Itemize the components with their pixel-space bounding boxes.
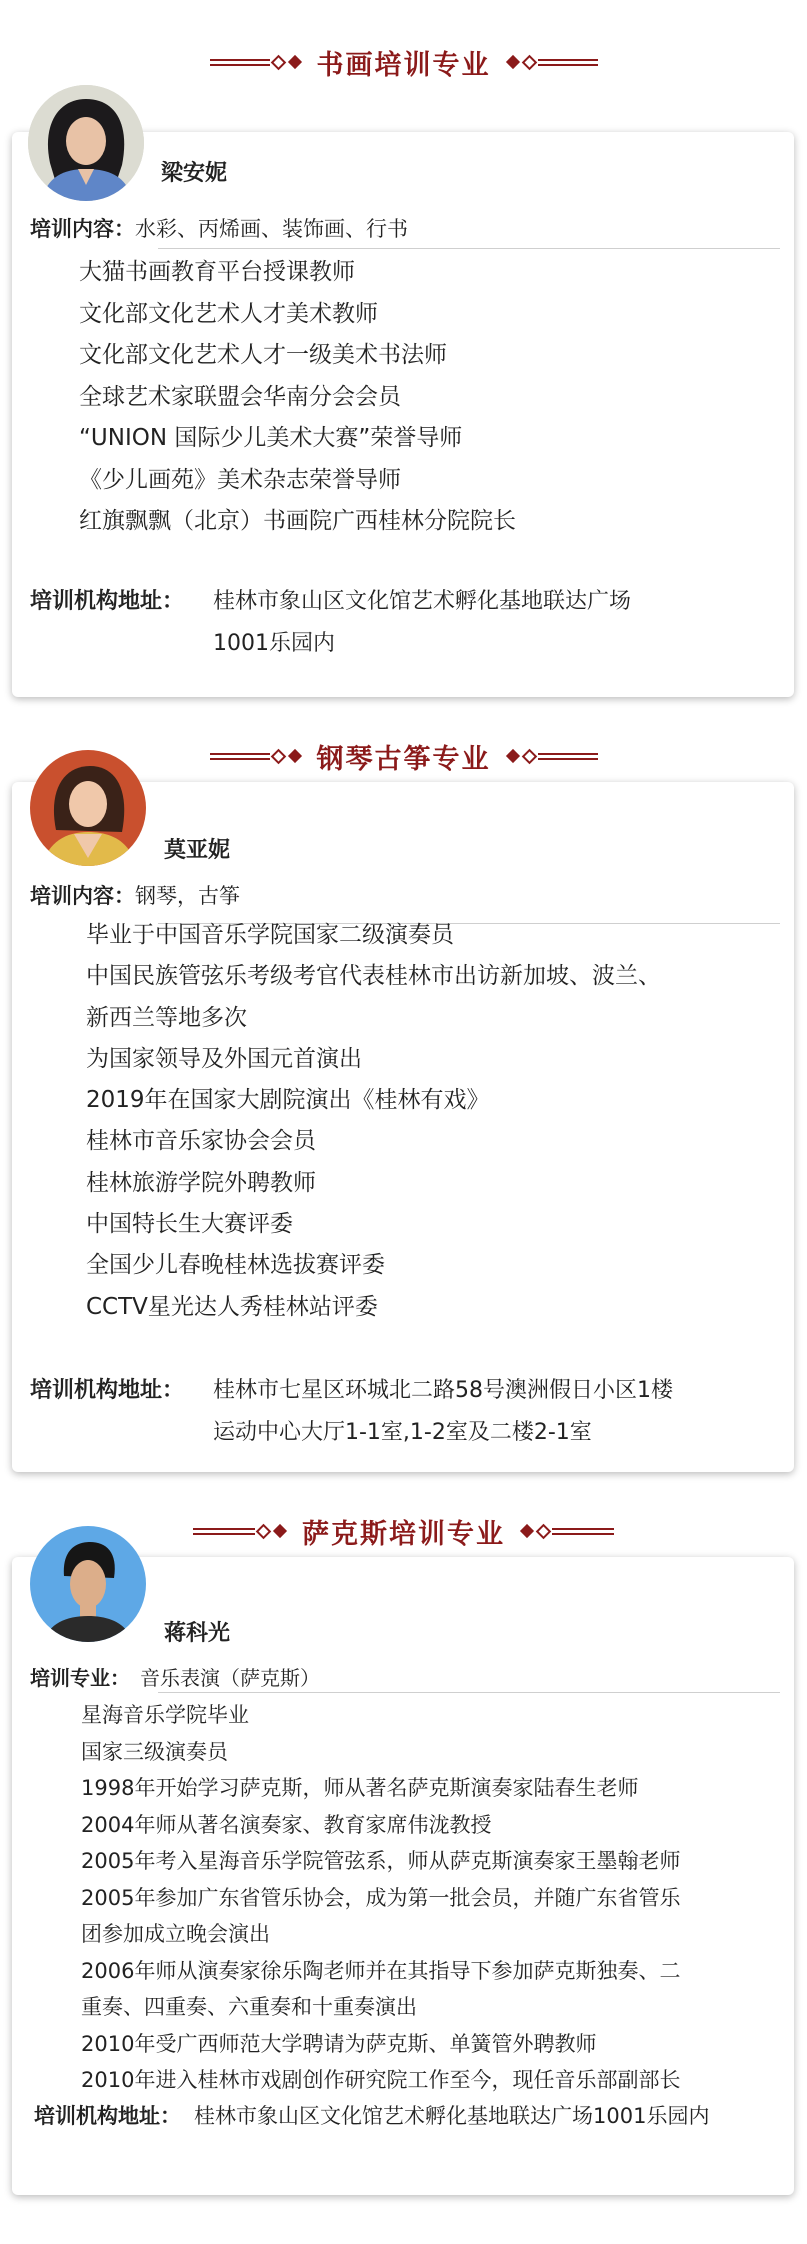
training-content <box>30 1662 320 1691</box>
list-item: 2004年师从著名演奏家、教育家席伟泷教授 <box>81 1812 492 1837</box>
avatar <box>28 85 144 201</box>
list-item: 中国民族管弦乐考级考官代表桂林市出访新加坡、波兰、 <box>86 963 661 990</box>
teacher-name: 蒋科光 <box>164 1621 231 1646</box>
avatar <box>30 750 146 866</box>
list-item: 桂林旅游学院外聘教师 <box>86 1169 316 1196</box>
training-content <box>30 213 408 243</box>
section-title: 书画培训专业 <box>316 49 491 81</box>
list-item: 1998年开始学习萨克斯，师从著名萨克斯演奏家陆春生老师 <box>81 1776 639 1800</box>
list-item: “UNION 国际少儿美术大赛”荣誉导师 <box>79 425 463 451</box>
list-item: 2005年考入星海音乐学院管弦系，师从萨克斯演奏家王墨翰老师 <box>81 1849 681 1873</box>
training-content-value: 水彩、丙烯画、装饰画、行书 <box>135 217 408 241</box>
header-ornament-right <box>505 57 598 68</box>
address-line: 桂林市象山区文化馆艺术孵化基地联达广场1001乐园内 <box>194 2104 710 2128</box>
list-item: 团参加成立晚会演出 <box>81 1922 270 1946</box>
list-item: CCTV星光达人秀桂林站评委 <box>86 1293 378 1320</box>
list-item: 毕业于中国音乐学院国家二级演奏员 <box>86 922 454 948</box>
institution-address <box>30 1373 790 1457</box>
divider <box>158 1692 780 1693</box>
list-item: 《少儿画苑》美术杂志荣誉导师 <box>79 466 401 493</box>
training-content-label: 培训内容： <box>30 884 135 908</box>
address-line: 1001乐园内 <box>213 631 335 656</box>
list-item: 大猫书画教育平台授课教师 <box>79 259 355 285</box>
header-ornament-right <box>519 1526 614 1537</box>
training-content-label: 培训专业： <box>30 1666 130 1690</box>
training-content-label: 培训内容： <box>30 217 135 241</box>
header-ornament-right <box>505 751 598 762</box>
address-line: 运动中心大厅1-1室,1-2室及二楼2-1室 <box>213 1420 592 1445</box>
list-item: 红旗飘飘（北京）书画院广西桂林分院院长 <box>79 508 516 534</box>
list-item: 新西兰等地多次 <box>86 1004 247 1031</box>
list-item: 全球艺术家联盟会华南分会会员 <box>79 383 401 410</box>
list-item: 国家三级演奏员 <box>81 1739 228 1764</box>
institution-address <box>34 2100 794 2132</box>
address-line: 桂林市象山区文化馆艺术孵化基地联达广场 <box>213 589 632 614</box>
teacher-name: 莫亚妮 <box>164 838 231 863</box>
section-title: 钢琴古筝专业 <box>316 743 491 775</box>
address-line: 桂林市七星区环城北二路58号澳洲假日小区1楼 <box>213 1378 673 1403</box>
list-item: 为国家领导及外国元首演出 <box>86 1045 362 1072</box>
list-item: 2006年师从演奏家徐乐陶老师并在其指导下参加萨克斯独奏、二 <box>81 1958 681 1983</box>
header-ornament-left <box>193 1526 288 1537</box>
training-content <box>30 880 240 910</box>
institution-address <box>30 584 770 664</box>
section-header-calligraphy <box>0 42 807 82</box>
header-ornament-left <box>210 57 303 68</box>
address-label: 培训机构地址： <box>30 589 185 614</box>
list-item: 2005年参加广东省管乐协会，成为第一批会员，并随广东省管乐 <box>81 1885 681 1910</box>
qualification-list <box>86 915 661 1328</box>
list-item: 文化部文化艺术人才一级美术书法师 <box>79 342 447 368</box>
list-item: 桂林市音乐家协会会员 <box>86 1128 316 1155</box>
training-content-value: 音乐表演（萨克斯） <box>140 1666 320 1690</box>
list-item: 2010年受广西师范大学聘请为萨克斯、单簧管外聘教师 <box>81 2031 597 2056</box>
list-item: 文化部文化艺术人才美术教师 <box>79 300 378 327</box>
list-item: 星海音乐学院毕业 <box>81 1703 249 1727</box>
address-label: 培训机构地址： <box>34 2104 181 2128</box>
list-item: 中国特长生大赛评委 <box>86 1211 293 1238</box>
teacher-name: 梁安妮 <box>161 161 228 186</box>
qualification-list <box>79 252 516 543</box>
header-ornament-left <box>210 751 303 762</box>
training-content-value: 钢琴，古筝 <box>135 884 240 908</box>
divider <box>158 248 780 249</box>
list-item: 2019年在国家大剧院演出《桂林有戏》 <box>86 1087 490 1114</box>
qualification-list <box>81 1697 680 2099</box>
address-label: 培训机构地址： <box>30 1378 185 1403</box>
section-title: 萨克斯培训专业 <box>302 1518 505 1550</box>
avatar <box>30 1526 146 1642</box>
list-item: 全国少儿春晚桂林选拔赛评委 <box>86 1252 385 1279</box>
list-item: 重奏、四重奏、六重奏和十重奏演出 <box>81 1995 417 2019</box>
list-item: 2010年进入桂林市戏剧创作研究院工作至今，现任音乐部副部长 <box>81 2068 681 2092</box>
